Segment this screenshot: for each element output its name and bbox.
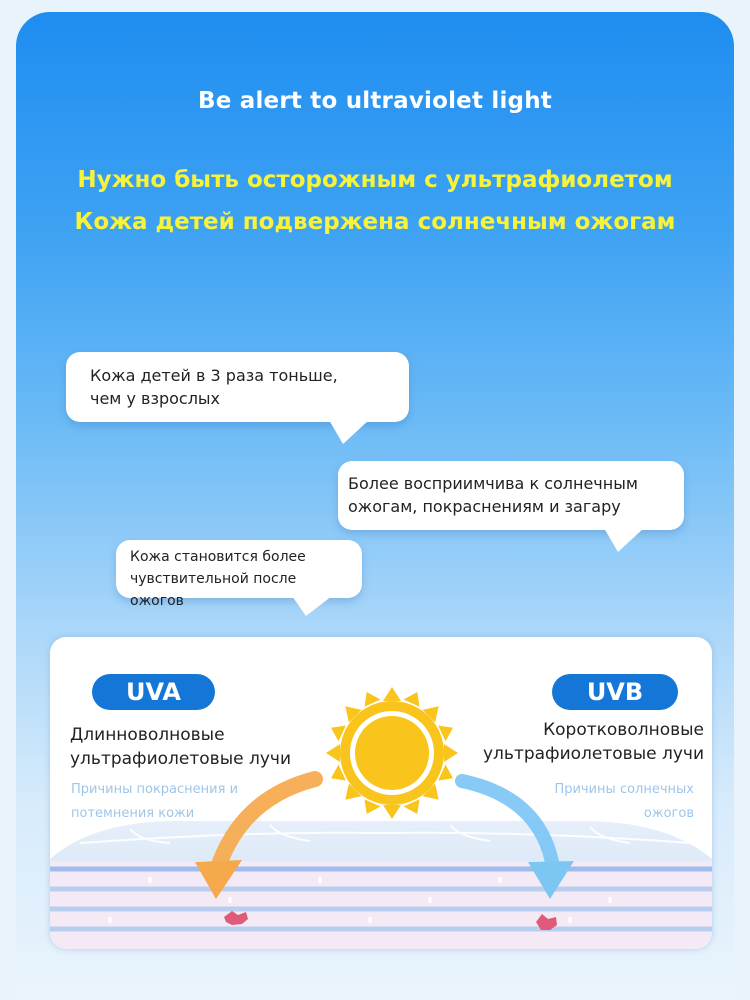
speech-bubble-thinner-skin	[66, 352, 409, 422]
bubble-text-line1: Более восприимчива к солнечным	[348, 474, 638, 493]
uv-info-card	[16, 12, 734, 1000]
uva-badge: UVA	[92, 674, 215, 710]
title-russian-line2: Кожа детей подвержена солнечным ожогам	[74, 209, 676, 235]
bubble-text-line2: чем у взрослых	[90, 389, 221, 408]
uvb-note-line2: ожогов	[643, 806, 694, 821]
sun-icon	[326, 687, 458, 819]
uvb-note-line1: Причины солнечных	[554, 782, 694, 797]
bubble-text-line2: ожогам, покраснениям и загару	[348, 497, 621, 516]
uvb-description	[446, 718, 704, 766]
uva-note-line1: Причины покраснения и	[71, 782, 239, 797]
uva-desc-line2: ультрафиолетовые лучи	[70, 749, 291, 769]
title-russian-line1: Нужно быть осторожным с ультрафиолетом	[77, 167, 673, 193]
uv-rays-panel	[50, 637, 712, 949]
bubble-tail	[329, 420, 369, 444]
bubble-text-line1: Кожа детей в 3 раза тоньше,	[90, 366, 338, 385]
speech-bubble-sensitive	[116, 540, 362, 609]
bubble-tail	[604, 528, 644, 552]
uva-note-line2: потемнения кожи	[71, 806, 195, 821]
uva-description	[70, 723, 320, 771]
bubble-text-line1: Кожа становится более	[130, 549, 306, 565]
speech-bubble-susceptible	[338, 461, 684, 530]
uvb-note	[520, 778, 694, 826]
uva-desc-line1: Длинноволновые	[70, 725, 225, 745]
uvb-desc-line2: ультрафиолетовые лучи	[483, 744, 704, 764]
title-english: Be alert to ultraviolet light	[198, 88, 552, 114]
uva-note	[71, 778, 271, 826]
bubble-text-line2: чувствительной после ожогов	[130, 571, 297, 609]
uvb-badge: UVB	[552, 674, 678, 710]
uvb-desc-line1: Коротковолновые	[543, 720, 704, 740]
bubble-tail	[292, 596, 332, 616]
